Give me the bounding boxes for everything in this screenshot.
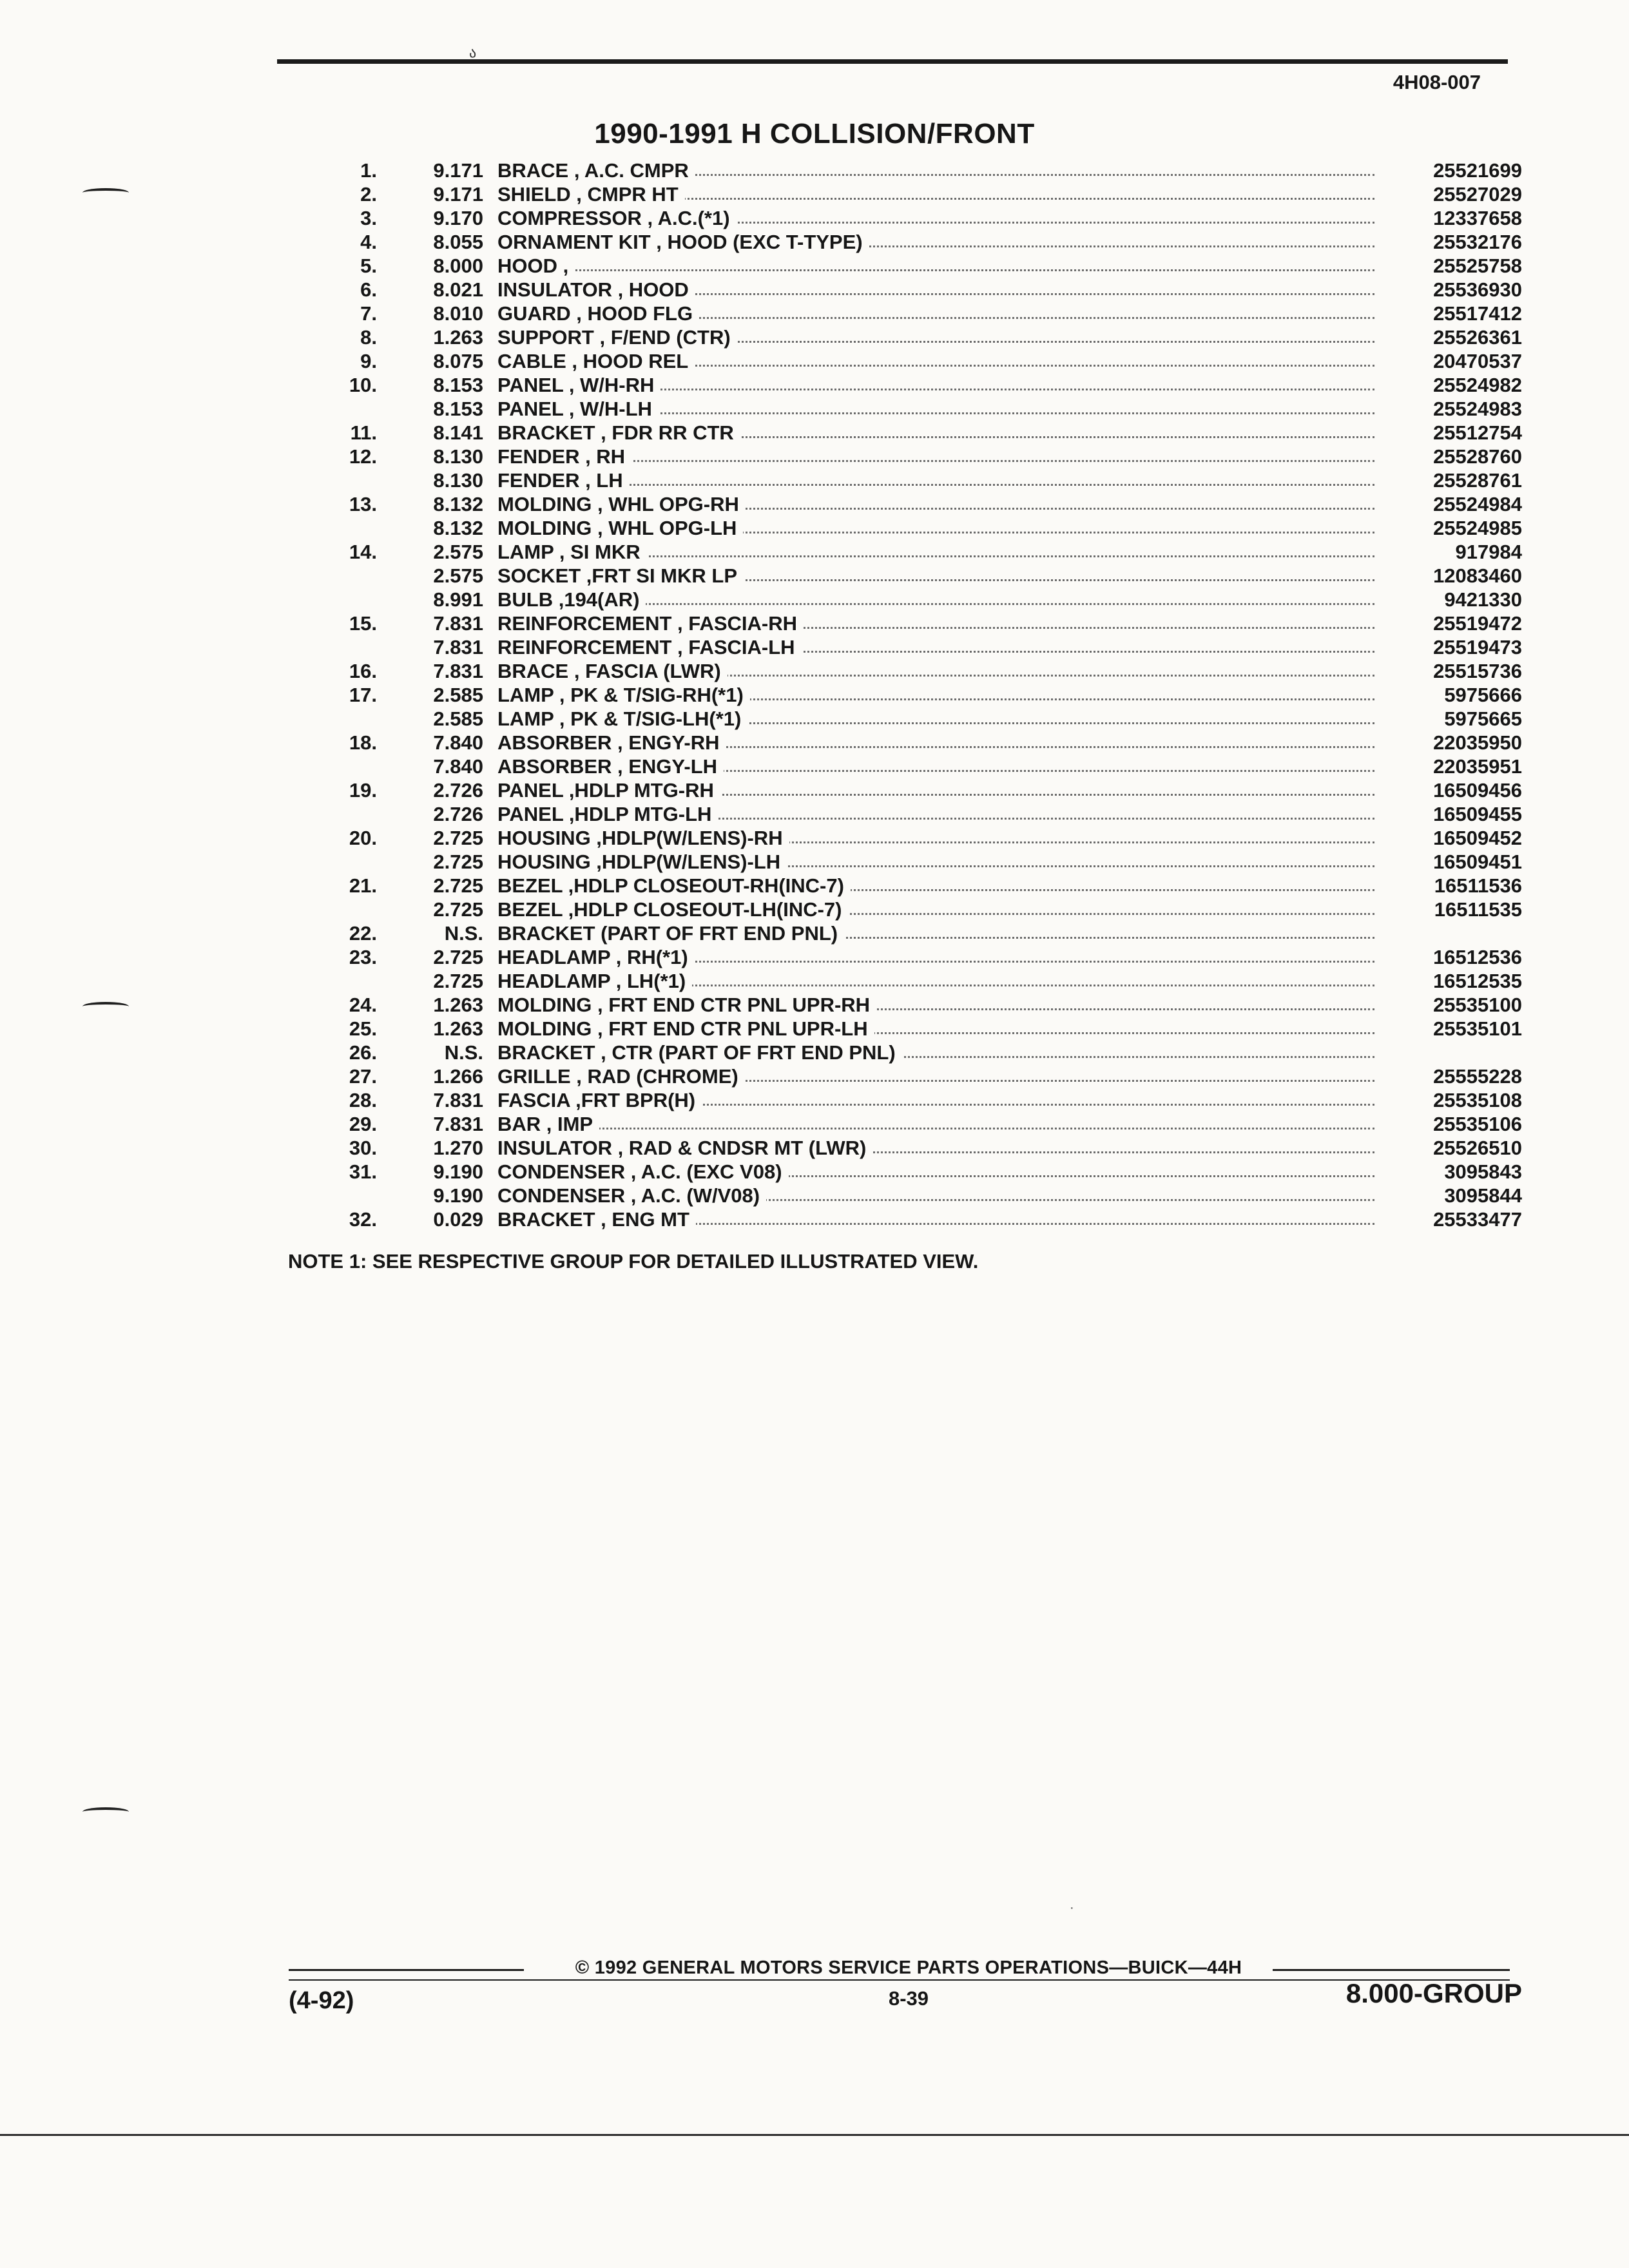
part-description: BULB ,194(AR) <box>497 588 646 611</box>
table-row <box>0 731 1629 754</box>
item-index: 1. <box>360 159 377 182</box>
part-description-cell <box>497 445 1374 468</box>
group-number: 8.000 <box>433 255 483 277</box>
part-description: REINFORCEMENT , FASCIA-RH <box>497 612 804 635</box>
part-description: BRACKET (PART OF FRT END PNL) <box>497 922 844 945</box>
part-number: 12337658 <box>1433 207 1522 229</box>
part-description-cell <box>497 826 1374 850</box>
group-number: 2.725 <box>433 946 483 968</box>
part-description-cell <box>497 850 1374 874</box>
part-number: 25535100 <box>1433 994 1522 1016</box>
part-number: 16509455 <box>1433 803 1522 825</box>
table-row <box>0 278 1629 302</box>
group-number: 2.575 <box>433 564 483 587</box>
footer-rule-right <box>1273 1969 1510 1971</box>
footer-rule <box>289 1979 1510 1981</box>
part-description-cell <box>497 874 1374 898</box>
group-number: 2.725 <box>433 874 483 897</box>
part-description: HEADLAMP , RH(*1) <box>497 946 695 968</box>
item-index: 16. <box>349 660 377 682</box>
part-number: 25535106 <box>1433 1113 1522 1135</box>
part-description: BRACE , FASCIA (LWR) <box>497 660 728 682</box>
group-number: 7.831 <box>433 612 483 635</box>
part-number: 16509452 <box>1433 827 1522 849</box>
part-number: 25536930 <box>1433 278 1522 301</box>
part-number: 16512535 <box>1433 970 1522 992</box>
part-description: BEZEL ,HDLP CLOSEOUT-LH(INC-7) <box>497 898 848 921</box>
group-number: 1.263 <box>433 994 483 1016</box>
item-index: 32. <box>349 1208 377 1231</box>
part-number: 16511536 <box>1434 874 1522 897</box>
part-description: MOLDING , WHL OPG-RH <box>497 493 746 515</box>
part-description-cell <box>497 635 1374 659</box>
part-description-cell <box>497 492 1374 516</box>
part-description-cell <box>497 802 1374 826</box>
part-number: 3095843 <box>1444 1160 1522 1183</box>
item-index: 20. <box>349 827 377 849</box>
part-description-cell <box>497 278 1374 302</box>
part-description-cell <box>497 516 1374 540</box>
item-index: 17. <box>349 684 377 706</box>
item-index: 25. <box>349 1017 377 1040</box>
item-index: 22. <box>349 922 377 945</box>
group-number: 1.270 <box>433 1137 483 1159</box>
part-description: PANEL , W/H-RH <box>497 374 660 396</box>
group-number: N.S. <box>444 922 483 945</box>
footer-rule-left <box>289 1969 524 1971</box>
part-number: 3095844 <box>1444 1184 1522 1207</box>
part-description-cell <box>497 349 1374 373</box>
part-description-cell <box>497 1041 1374 1064</box>
item-index: 13. <box>349 493 377 515</box>
part-number: 25527029 <box>1433 183 1522 206</box>
part-description-cell <box>497 683 1374 707</box>
group-number: 9.190 <box>433 1184 483 1207</box>
group-number: 8.130 <box>433 445 483 468</box>
item-index: 3. <box>360 207 377 229</box>
bottom-rule <box>0 2134 1629 2136</box>
part-description: HOUSING ,HDLP(W/LENS)-LH <box>497 850 787 873</box>
table-row <box>0 1184 1629 1207</box>
item-index: 9. <box>360 350 377 372</box>
item-index: 27. <box>349 1065 377 1088</box>
table-row <box>0 778 1629 802</box>
table-row <box>0 564 1629 588</box>
group-number: 8.991 <box>433 588 483 611</box>
item-index: 12. <box>349 445 377 468</box>
part-description: CABLE , HOOD REL <box>497 350 695 372</box>
item-index: 23. <box>349 946 377 968</box>
part-number: 25517412 <box>1433 302 1522 325</box>
part-description: ABSORBER , ENGY-LH <box>497 755 724 778</box>
part-number: 16511535 <box>1434 898 1522 921</box>
table-row <box>0 1017 1629 1041</box>
part-description-cell <box>497 540 1374 564</box>
table-row <box>0 516 1629 540</box>
part-description-cell <box>497 1184 1374 1207</box>
part-number: 25524983 <box>1433 398 1522 420</box>
item-index: 8. <box>360 326 377 349</box>
table-row <box>0 182 1629 206</box>
table-row <box>0 1088 1629 1112</box>
part-description: MOLDING , FRT END CTR PNL UPR-RH <box>497 994 876 1016</box>
part-description: COMPRESSOR , A.C.(*1) <box>497 207 737 229</box>
part-description-cell <box>497 993 1374 1017</box>
part-number: 25526510 <box>1433 1137 1522 1159</box>
part-description: BRACKET , ENG MT <box>497 1208 696 1231</box>
group-number: 8.021 <box>433 278 483 301</box>
group-number: 2.725 <box>433 827 483 849</box>
group-number: 7.831 <box>433 1113 483 1135</box>
table-row <box>0 1041 1629 1064</box>
group-number: 8.010 <box>433 302 483 325</box>
part-description: BRACKET , FDR RR CTR <box>497 421 740 444</box>
binder-hole-mark <box>82 188 129 197</box>
part-description: PANEL , W/H-LH <box>497 398 659 420</box>
part-description-cell <box>497 754 1374 778</box>
part-description-cell <box>497 707 1374 731</box>
part-description: GUARD , HOOD FLG <box>497 302 699 325</box>
part-description-cell <box>497 302 1374 325</box>
part-description-cell <box>497 397 1374 421</box>
part-number: 5975665 <box>1444 707 1522 730</box>
part-number: 25525758 <box>1433 255 1522 277</box>
part-description-cell <box>497 1017 1374 1041</box>
footer-page-number: 8-39 <box>888 1987 929 2010</box>
group-number: 1.263 <box>433 1017 483 1040</box>
table-row <box>0 349 1629 373</box>
part-number: 22035951 <box>1433 755 1522 778</box>
leader-dots <box>497 269 1374 271</box>
table-row <box>0 540 1629 564</box>
part-number: 5975666 <box>1444 684 1522 706</box>
table-row <box>0 397 1629 421</box>
part-description-cell <box>497 564 1374 588</box>
part-description-cell <box>497 1207 1374 1231</box>
part-description: FASCIA ,FRT BPR(H) <box>497 1089 702 1111</box>
part-description: BRACE , A.C. CMPR <box>497 159 695 182</box>
part-description-cell <box>497 206 1374 230</box>
part-number: 16509456 <box>1433 779 1522 802</box>
part-description-cell <box>497 1136 1374 1160</box>
group-number: 1.263 <box>433 326 483 349</box>
parts-list <box>0 159 1629 1231</box>
part-number: 25528761 <box>1433 469 1522 492</box>
group-number: 2.585 <box>433 707 483 730</box>
part-description-cell <box>497 230 1374 254</box>
part-description: BEZEL ,HDLP CLOSEOUT-RH(INC-7) <box>497 874 851 897</box>
part-description-cell <box>497 325 1374 349</box>
leader-dots <box>497 1128 1374 1129</box>
part-number: 25524984 <box>1433 493 1522 515</box>
group-number: 8.141 <box>433 421 483 444</box>
part-number: 20470537 <box>1433 350 1522 372</box>
table-row <box>0 921 1629 945</box>
note: NOTE 1: SEE RESPECTIVE GROUP FOR DETAILED ILLUSTRATED VIEW. <box>288 1250 979 1273</box>
scan-mark: ა <box>469 45 477 61</box>
item-index: 4. <box>360 231 377 253</box>
part-number: 25535101 <box>1433 1017 1522 1040</box>
item-index: 2. <box>360 183 377 206</box>
page-title: 1990-1991 H COLLISION/FRONT <box>594 118 1035 149</box>
table-row <box>0 230 1629 254</box>
part-description-cell <box>497 969 1374 993</box>
table-row <box>0 707 1629 731</box>
group-number: N.S. <box>444 1041 483 1064</box>
table-row <box>0 1207 1629 1231</box>
part-description-cell <box>497 373 1374 397</box>
group-number: 7.831 <box>433 660 483 682</box>
part-description: LAMP , PK & T/SIG-LH(*1) <box>497 707 747 730</box>
part-number: 25524982 <box>1433 374 1522 396</box>
part-number: 25524985 <box>1433 517 1522 539</box>
part-description: SHIELD , CMPR HT <box>497 183 685 206</box>
table-row <box>0 1136 1629 1160</box>
part-number: 25526361 <box>1433 326 1522 349</box>
group-number: 8.130 <box>433 469 483 492</box>
table-row <box>0 588 1629 611</box>
item-index: 14. <box>349 541 377 563</box>
top-rule <box>277 59 1508 64</box>
part-description-cell <box>497 921 1374 945</box>
table-row <box>0 898 1629 921</box>
table-row <box>0 492 1629 516</box>
part-number: 917984 <box>1455 541 1522 563</box>
table-row <box>0 945 1629 969</box>
item-index: 7. <box>360 302 377 325</box>
part-description-cell <box>497 1160 1374 1184</box>
group-number: 2.725 <box>433 970 483 992</box>
table-row <box>0 683 1629 707</box>
part-description-cell <box>497 468 1374 492</box>
group-number: 8.153 <box>433 398 483 420</box>
group-number: 7.840 <box>433 755 483 778</box>
table-row <box>0 635 1629 659</box>
table-row <box>0 874 1629 898</box>
part-number: 9421330 <box>1444 588 1522 611</box>
group-number: 8.075 <box>433 350 483 372</box>
part-number: 22035950 <box>1433 731 1522 754</box>
item-index: 21. <box>349 874 377 897</box>
group-number: 2.725 <box>433 898 483 921</box>
item-index: 5. <box>360 255 377 277</box>
group-number: 7.831 <box>433 636 483 658</box>
table-row <box>0 373 1629 397</box>
group-number: 1.266 <box>433 1065 483 1088</box>
scan-speck: · <box>1070 1901 1074 1915</box>
group-number: 2.726 <box>433 779 483 802</box>
table-row <box>0 159 1629 182</box>
item-index: 24. <box>349 994 377 1016</box>
footer-issue: (4-92) <box>289 1987 354 2014</box>
part-description-cell <box>497 945 1374 969</box>
part-number: 25519473 <box>1433 636 1522 658</box>
part-description-cell <box>497 182 1374 206</box>
part-number: 25519472 <box>1433 612 1522 635</box>
part-description: MOLDING , WHL OPG-LH <box>497 517 743 539</box>
item-index: 19. <box>349 779 377 802</box>
part-number: 25555228 <box>1433 1065 1522 1088</box>
item-index: 15. <box>349 612 377 635</box>
part-description: SOCKET ,FRT SI MKR LP <box>497 564 744 587</box>
part-description: LAMP , PK & T/SIG-RH(*1) <box>497 684 750 706</box>
part-description-cell <box>497 159 1374 182</box>
part-number: 25532176 <box>1433 231 1522 253</box>
part-description: CONDENSER , A.C. (W/V08) <box>497 1184 766 1207</box>
part-description: INSULATOR , HOOD <box>497 278 695 301</box>
table-row <box>0 421 1629 445</box>
group-number: 8.132 <box>433 517 483 539</box>
part-number: 12083460 <box>1433 564 1522 587</box>
part-description: FENDER , LH <box>497 469 630 492</box>
table-row <box>0 325 1629 349</box>
part-description: MOLDING , FRT END CTR PNL UPR-LH <box>497 1017 874 1040</box>
table-row <box>0 302 1629 325</box>
group-number: 2.726 <box>433 803 483 825</box>
part-description: LAMP , SI MKR <box>497 541 647 563</box>
part-number: 25512754 <box>1433 421 1522 444</box>
part-description: HEADLAMP , LH(*1) <box>497 970 692 992</box>
part-number: 25535108 <box>1433 1089 1522 1111</box>
group-number: 9.190 <box>433 1160 483 1183</box>
page-code: 4H08-007 <box>1393 71 1481 93</box>
part-number: 25528760 <box>1433 445 1522 468</box>
group-number: 2.575 <box>433 541 483 563</box>
part-description-cell <box>497 1112 1374 1136</box>
group-number: 8.055 <box>433 231 483 253</box>
part-description: HOUSING ,HDLP(W/LENS)-RH <box>497 827 789 849</box>
table-row <box>0 802 1629 826</box>
item-index: 11. <box>350 421 377 444</box>
part-description-cell <box>497 659 1374 683</box>
part-description: SUPPORT , F/END (CTR) <box>497 326 737 349</box>
group-number: 2.725 <box>433 850 483 873</box>
table-row <box>0 254 1629 278</box>
part-description: CONDENSER , A.C. (EXC V08) <box>497 1160 789 1183</box>
part-description-cell <box>497 778 1374 802</box>
part-description: ORNAMENT KIT , HOOD (EXC T-TYPE) <box>497 231 869 253</box>
group-number: 7.840 <box>433 731 483 754</box>
table-row <box>0 1160 1629 1184</box>
table-row <box>0 969 1629 993</box>
item-index: 18. <box>349 731 377 754</box>
part-description: INSULATOR , RAD & CNDSR MT (LWR) <box>497 1137 872 1159</box>
table-row <box>0 611 1629 635</box>
part-description: PANEL ,HDLP MTG-LH <box>497 803 718 825</box>
part-description: GRILLE , RAD (CHROME) <box>497 1065 745 1088</box>
table-row <box>0 206 1629 230</box>
group-number: 8.132 <box>433 493 483 515</box>
part-description: BRACKET , CTR (PART OF FRT END PNL) <box>497 1041 902 1064</box>
group-number: 9.171 <box>433 159 483 182</box>
item-index: 26. <box>349 1041 377 1064</box>
group-number: 0.029 <box>433 1208 483 1231</box>
part-number: 16509451 <box>1433 850 1522 873</box>
part-description-cell <box>497 731 1374 754</box>
part-description: REINFORCEMENT , FASCIA-LH <box>497 636 802 658</box>
part-description-cell <box>497 421 1374 445</box>
footer-copyright: © 1992 GENERAL MOTORS SERVICE PARTS OPERATIONS—BUICK—44H <box>575 1957 1242 1978</box>
part-number: 25515736 <box>1433 660 1522 682</box>
part-number: 16512536 <box>1433 946 1522 968</box>
part-description-cell <box>497 1064 1374 1088</box>
table-row <box>0 445 1629 468</box>
part-description-cell <box>497 1088 1374 1112</box>
part-number: 25533477 <box>1433 1208 1522 1231</box>
table-row <box>0 850 1629 874</box>
item-index: 28. <box>349 1089 377 1111</box>
item-index: 6. <box>360 278 377 301</box>
group-number: 7.831 <box>433 1089 483 1111</box>
group-number: 9.171 <box>433 183 483 206</box>
table-row <box>0 1112 1629 1136</box>
part-description: ABSORBER , ENGY-RH <box>497 731 726 754</box>
table-row <box>0 1064 1629 1088</box>
table-row <box>0 659 1629 683</box>
part-description: FENDER , RH <box>497 445 631 468</box>
part-description-cell <box>497 254 1374 278</box>
group-number: 8.153 <box>433 374 483 396</box>
part-description: PANEL ,HDLP MTG-RH <box>497 779 720 802</box>
item-index: 30. <box>349 1137 377 1159</box>
table-row <box>0 754 1629 778</box>
binder-hole-mark <box>82 1002 129 1011</box>
table-row <box>0 993 1629 1017</box>
part-description: BAR , IMP <box>497 1113 599 1135</box>
part-description-cell <box>497 611 1374 635</box>
group-number: 2.585 <box>433 684 483 706</box>
item-index: 29. <box>349 1113 377 1135</box>
part-description: HOOD , <box>497 255 575 277</box>
table-row <box>0 826 1629 850</box>
part-description-cell <box>497 588 1374 611</box>
table-row <box>0 468 1629 492</box>
part-description-cell <box>497 898 1374 921</box>
footer-group: 8.000-GROUP <box>1345 1978 1522 2008</box>
group-number: 9.170 <box>433 207 483 229</box>
part-number: 25521699 <box>1433 159 1522 182</box>
binder-hole-mark <box>82 1807 129 1816</box>
item-index: 10. <box>349 374 377 396</box>
item-index: 31. <box>349 1160 377 1183</box>
